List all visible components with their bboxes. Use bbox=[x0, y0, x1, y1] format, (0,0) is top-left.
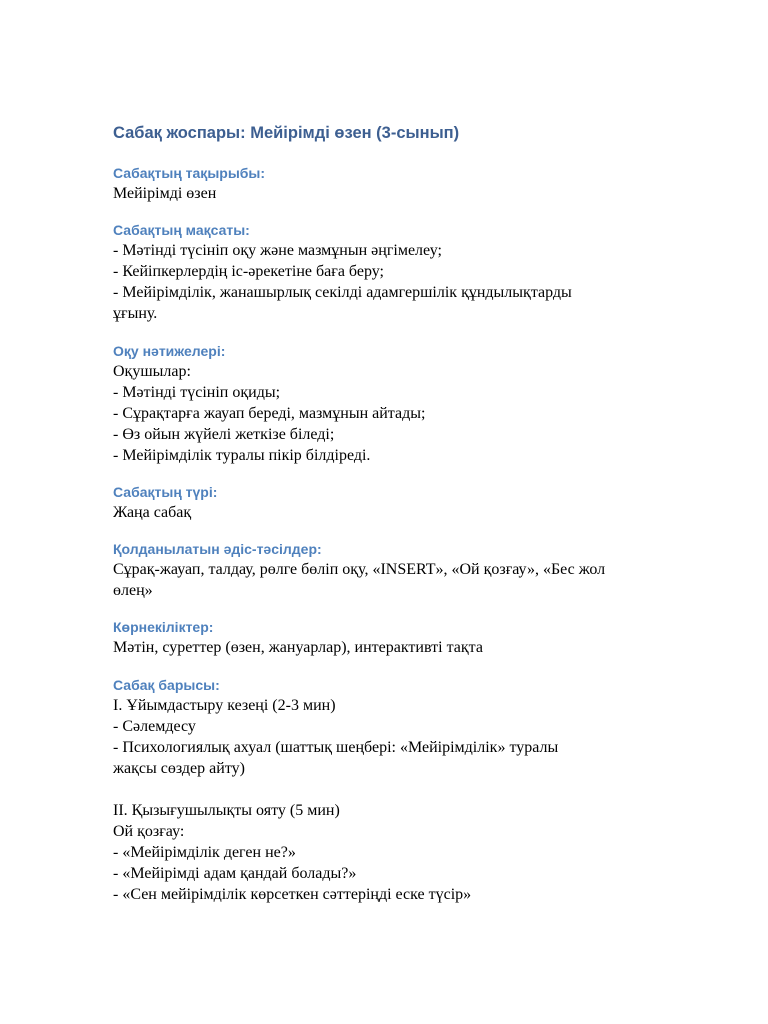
section-heading: Оқу нәтижелері: bbox=[113, 343, 226, 359]
body-line: Мейірімді өзен bbox=[113, 185, 217, 202]
section-heading: Сабақтың тақырыбы: bbox=[113, 165, 266, 181]
body-line: - Сәлемдесу bbox=[113, 718, 196, 735]
body-line: II. Қызығушылықты ояту (5 мин) bbox=[113, 802, 340, 819]
section-lesson-flow bbox=[113, 675, 673, 905]
section-visual-aids bbox=[113, 617, 673, 658]
body-line: - Психологиялық ахуал (шаттық шеңбері: «Мейірімділік» туралы bbox=[113, 739, 559, 756]
body-line: ұғыну. bbox=[113, 305, 158, 322]
body-line: Мәтін, суреттер (өзен, жануарлар), интерактивті тақта bbox=[113, 639, 483, 656]
section-topic bbox=[113, 163, 673, 204]
body-line: - Мәтінді түсініп оқиды; bbox=[113, 384, 281, 401]
body-line: - «Мейірімділік деген не?» bbox=[113, 844, 296, 861]
body-line: - Мейірімділік, жанашырлық секілді адамгершілік құндылықтарды bbox=[113, 284, 572, 301]
body-line: - Кейіпкерлердің іс-әрекетіне баға беру; bbox=[113, 263, 384, 280]
body-line: - Мәтінді түсініп оқу және мазмұнын әңгімелеу; bbox=[113, 242, 442, 259]
body-line: - Мейірімділік туралы пікір білдіреді. bbox=[113, 447, 371, 464]
body-line: Сұрақ-жауап, талдау, рөлге бөліп оқу, «INSERT», «Ой қозғау», «Бес жол bbox=[113, 561, 606, 578]
section-lesson-type bbox=[113, 482, 673, 523]
section-heading: Қолданылатын әдіс-тәсілдер: bbox=[113, 541, 322, 557]
body-line: - «Мейірімді адам қандай болады?» bbox=[113, 865, 357, 882]
document-title: Сабақ жоспары: Мейірімді өзен (3-сынып) bbox=[113, 124, 460, 142]
paragraph-gap bbox=[113, 779, 673, 800]
section-heading: Сабақ барысы: bbox=[113, 677, 220, 693]
section-heading: Сабақтың мақсаты: bbox=[113, 222, 250, 238]
body-line: I. Ұйымдастыру кезеңі (2-3 мин) bbox=[113, 697, 336, 714]
body-line: Оқушылар: bbox=[113, 363, 191, 380]
body-line: Жаңа сабақ bbox=[113, 504, 192, 521]
section-heading: Сабақтың түрі: bbox=[113, 484, 218, 500]
body-line: Ой қозғау: bbox=[113, 823, 185, 840]
section-goals bbox=[113, 220, 673, 324]
body-line: өлең» bbox=[113, 582, 153, 599]
body-line: - «Сен мейірімділік көрсеткен сәттеріңді еске түсір» bbox=[113, 886, 472, 903]
section-outcomes bbox=[113, 341, 673, 466]
body-line: - Өз ойын жүйелі жеткізе біледі; bbox=[113, 426, 335, 443]
section-methods bbox=[113, 539, 673, 601]
section-heading: Көрнекіліктер: bbox=[113, 619, 214, 635]
body-line: - Сұрақтарға жауап береді, мазмұнын айтады; bbox=[113, 405, 426, 422]
body-line: жақсы сөздер айту) bbox=[113, 760, 245, 777]
